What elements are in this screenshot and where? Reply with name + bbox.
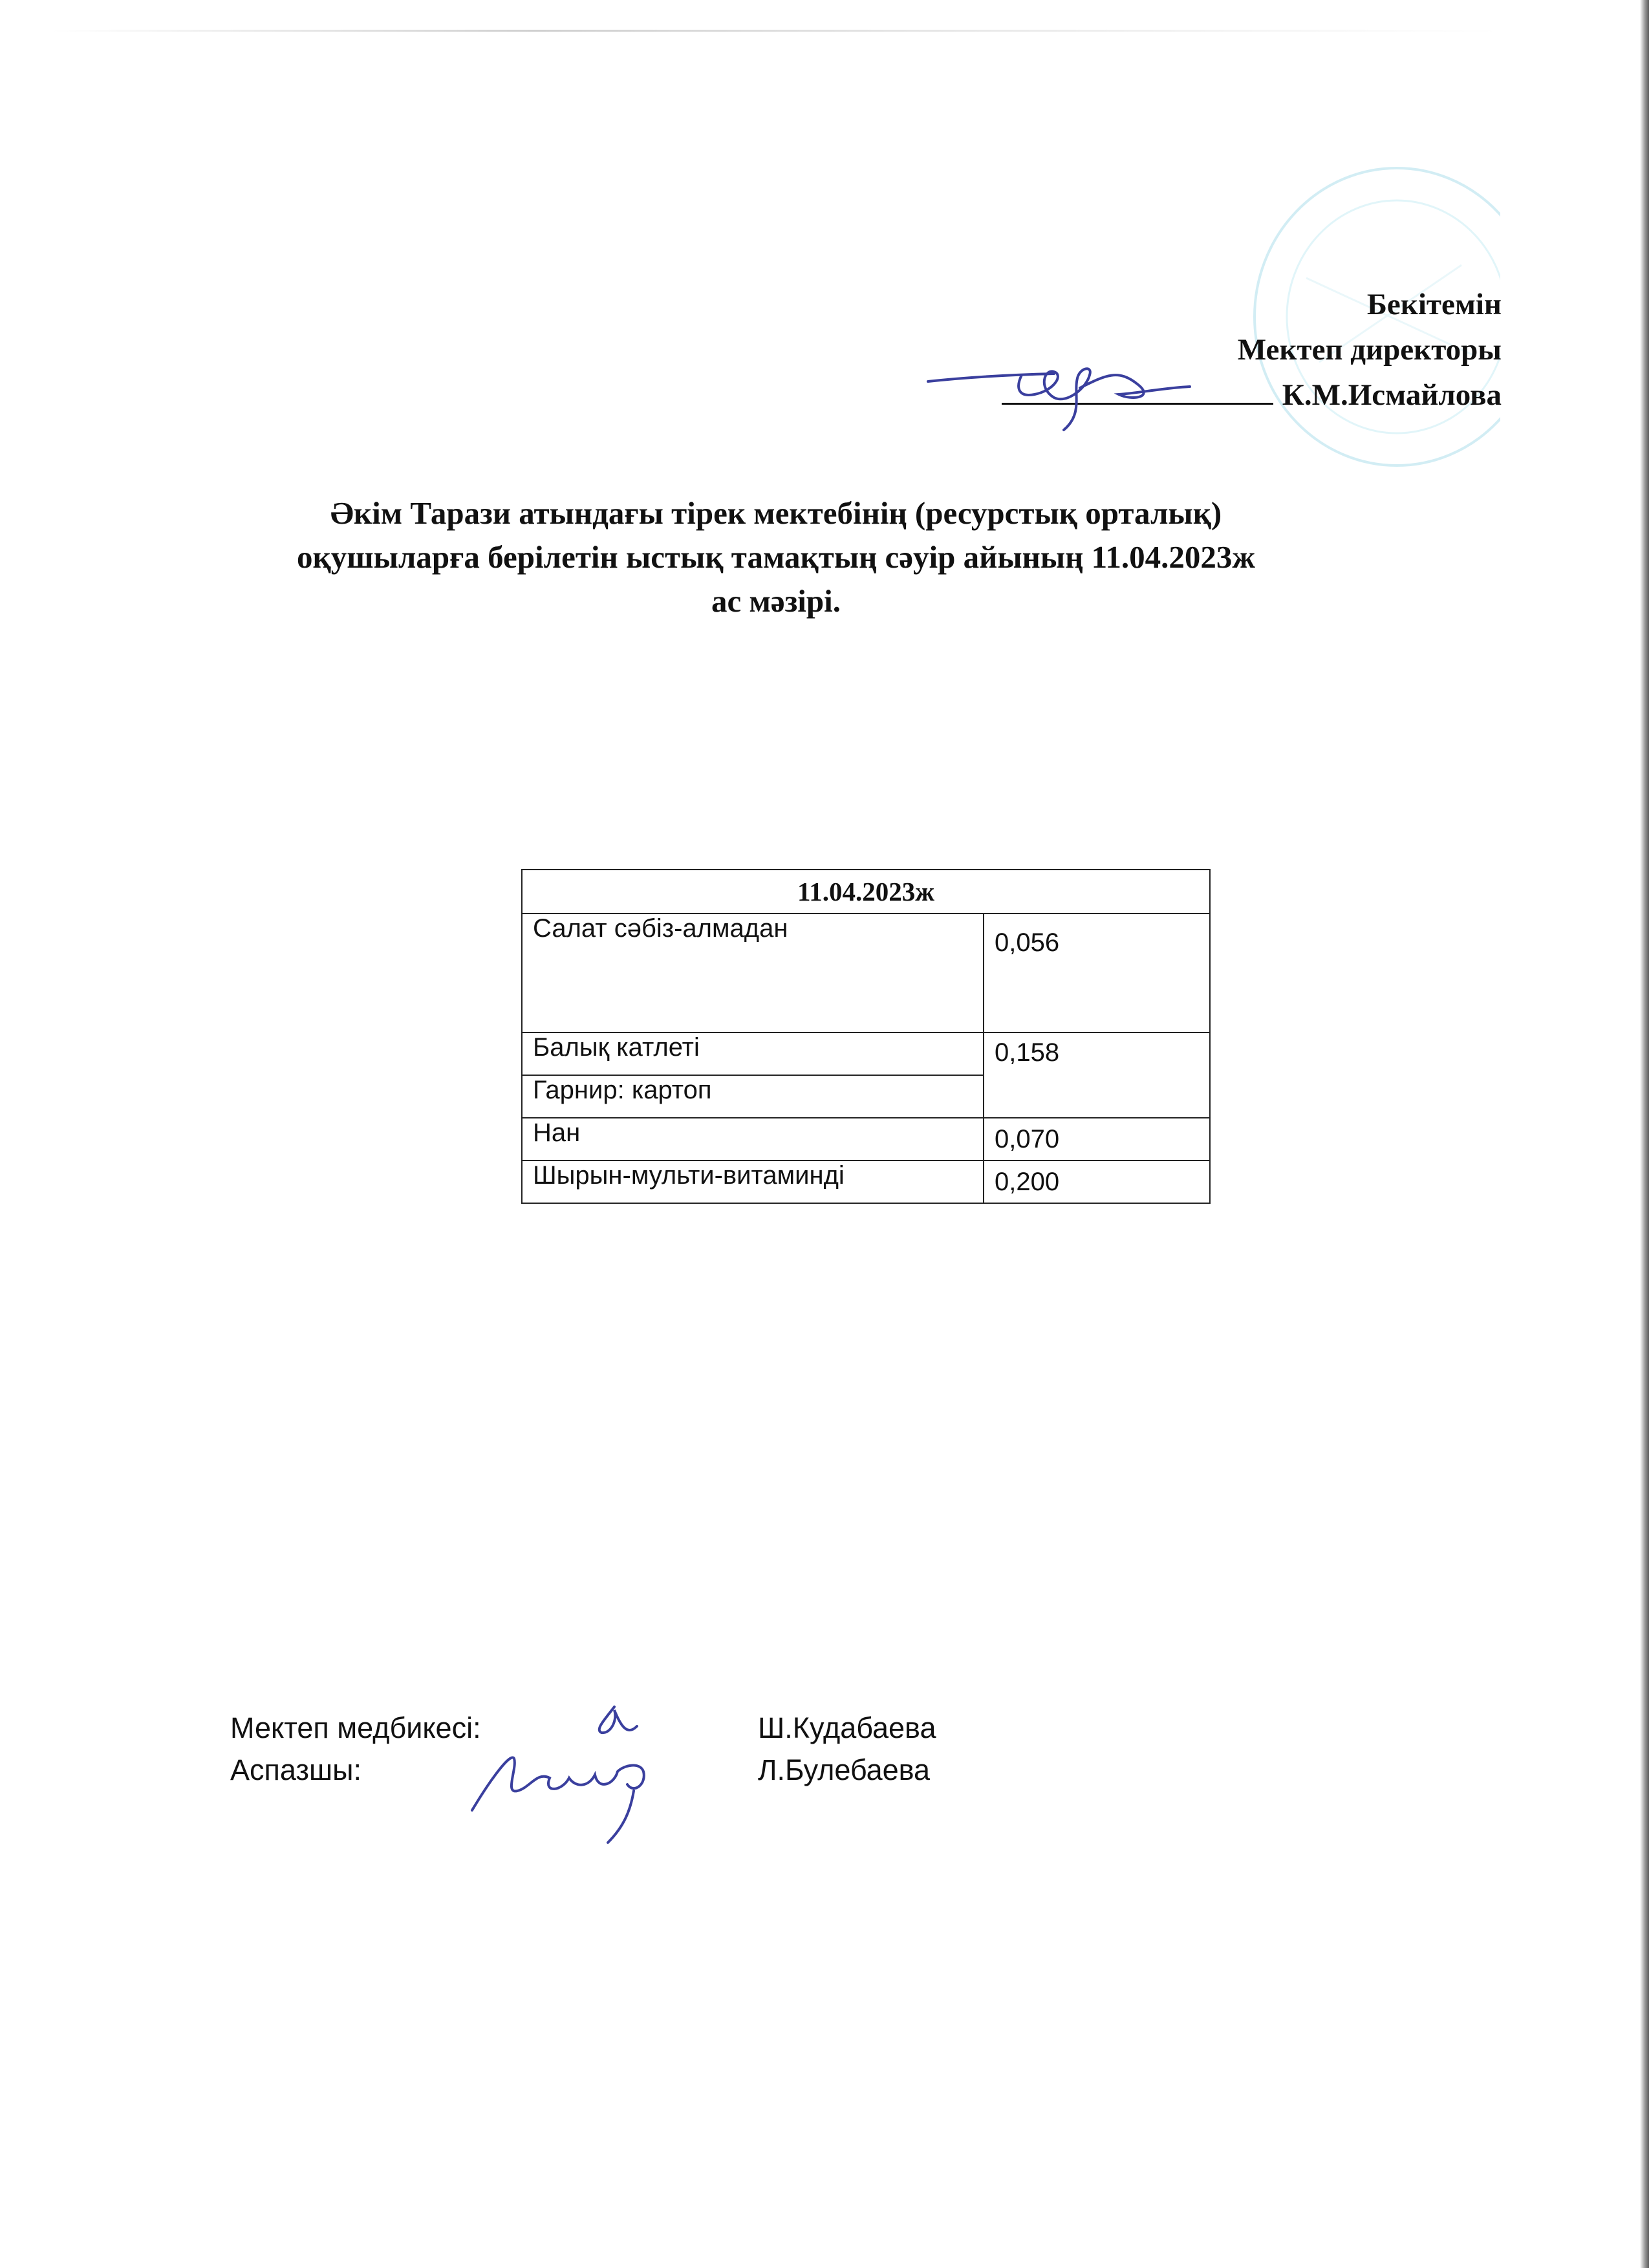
- dish-value: 0,200: [984, 1161, 1210, 1203]
- approval-heading: Бекітемін: [1366, 288, 1502, 321]
- nurse-role: Мектеп медбикесі:: [230, 1711, 481, 1744]
- title-line-1: Әкім Тарази атындағы тірек мектебінің (ресурстық орталық): [330, 495, 1222, 531]
- title-line-3: ас мәзірі.: [711, 583, 841, 619]
- table-header-row: [522, 870, 1210, 914]
- menu-table: [521, 869, 1211, 1204]
- table-date-header: 11.04.2023ж: [522, 870, 1210, 914]
- nurse-name: Ш.Кудабаева: [758, 1711, 936, 1744]
- table-row: [522, 1032, 1210, 1075]
- document-title: [162, 491, 1390, 623]
- title-line-2: оқушыларға берілетін ыстық тамақтың сәуір айының 11.04.2023ж: [297, 539, 1255, 575]
- approval-position: Мектеп директоры: [1237, 333, 1502, 367]
- nurse-signature-icon: [453, 1681, 698, 1849]
- director-name: К.М.Исмайлова: [1282, 378, 1502, 412]
- table-row: [522, 1161, 1210, 1203]
- dish-name: Гарнир: картоп: [522, 1075, 984, 1118]
- table-row: [522, 914, 1210, 1032]
- scan-artifact-line: [52, 30, 1500, 32]
- dish-value: 0,056: [984, 914, 1210, 1032]
- dish-value: 0,070: [984, 1118, 1210, 1161]
- dish-name: Нан: [522, 1118, 984, 1161]
- dish-value: 0,158: [984, 1032, 1210, 1118]
- cook-name: Л.Булебаева: [758, 1753, 931, 1786]
- director-signature-icon: [925, 349, 1229, 440]
- scan-edge-shadow: [1640, 0, 1649, 2268]
- dish-name: Салат сәбіз-алмадан: [522, 914, 984, 1032]
- dish-name: Шырын-мульти-витаминді: [522, 1161, 984, 1203]
- signatures-block: [230, 1707, 936, 1791]
- dish-name: Балық катлеті: [522, 1032, 984, 1075]
- table-row: [522, 1118, 1210, 1161]
- cook-role: Аспазшы:: [230, 1753, 361, 1786]
